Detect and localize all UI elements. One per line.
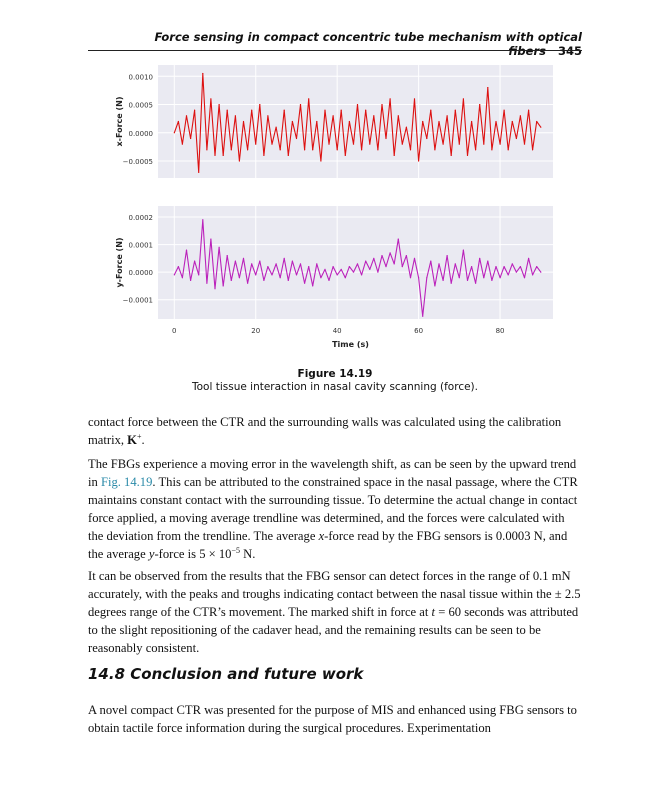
x-tick-label: 80: [495, 327, 505, 335]
data-point: [178, 266, 179, 267]
data-point: [540, 127, 541, 128]
data-point: [255, 144, 256, 145]
data-point: [443, 280, 444, 281]
data-point: [377, 149, 378, 150]
p2-a: The FBGs experience a moving error in the wavelength shift, as can be seen by the upward trend in: [88, 457, 577, 489]
data-point: [202, 73, 203, 74]
data-point: [206, 149, 207, 150]
data-point: [263, 280, 264, 281]
data-point: [182, 144, 183, 145]
data-point: [333, 115, 334, 116]
data-point: [337, 149, 338, 150]
data-point: [487, 261, 488, 262]
p2-d: -force is 5 × 10: [154, 547, 232, 561]
y-tick-label: 0.0005: [128, 101, 153, 110]
data-point: [247, 283, 248, 284]
data-point: [247, 149, 248, 150]
data-point: [202, 219, 203, 220]
data-point: [190, 280, 191, 281]
data-point: [508, 149, 509, 150]
data-point: [353, 272, 354, 273]
data-point: [259, 104, 260, 105]
paragraph-5: A novel compact CTR was presented for the purpose of MIS and enhanced using FBG sensors to obtain tactile force information during the surgical procedures. Experimentation: [88, 703, 577, 735]
data-point: [500, 144, 501, 145]
y-tick-label: 0.0000: [128, 129, 153, 138]
data-point: [304, 283, 305, 284]
x-tick-label: 40: [332, 327, 342, 335]
data-point: [337, 274, 338, 275]
x-tick-label: 0: [172, 327, 177, 335]
p1-end: .: [141, 433, 145, 447]
data-point: [284, 258, 285, 259]
data-point: [508, 274, 509, 275]
data-point: [438, 263, 439, 264]
data-point: [406, 255, 407, 256]
data-point: [447, 255, 448, 256]
data-point: [255, 274, 256, 275]
data-point: [402, 144, 403, 145]
data-point: [451, 155, 452, 156]
data-point: [540, 272, 541, 273]
data-point: [227, 255, 228, 256]
y-tick-label: 0.0000: [128, 269, 153, 278]
data-point: [512, 121, 513, 122]
data-point: [483, 277, 484, 278]
y-tick-label: 0.0002: [128, 214, 153, 223]
data-point: [459, 277, 460, 278]
data-point: [516, 272, 517, 273]
data-point: [479, 104, 480, 105]
data-point: [438, 121, 439, 122]
data-point: [516, 138, 517, 139]
data-point: [414, 258, 415, 259]
data-point: [410, 149, 411, 150]
data-point: [341, 110, 342, 111]
figure-label: Figure 14.19: [297, 368, 373, 380]
p1-text: contact force between the CTR and the surrounding walls was calculated using the calibration matrix,: [88, 415, 562, 447]
data-point: [524, 277, 525, 278]
data-point: [174, 274, 175, 275]
data-point: [312, 149, 313, 150]
data-point: [210, 239, 211, 240]
data-point: [190, 138, 191, 139]
data-point: [223, 155, 224, 156]
data-point: [455, 110, 456, 111]
data-point: [377, 272, 378, 273]
chart-panel-1: [115, 65, 553, 178]
data-point: [328, 144, 329, 145]
data-point: [369, 269, 370, 270]
x-tick-label: 20: [251, 327, 261, 335]
data-point: [365, 110, 366, 111]
data-point: [308, 266, 309, 267]
data-point: [463, 250, 464, 251]
p3-b: = 60 seconds was attributed to the slight repositioning of the cadaver head, and the remaining results can be seen to be reasonably consistent.: [88, 605, 579, 655]
data-point: [385, 138, 386, 139]
data-point: [394, 155, 395, 156]
data-point: [345, 277, 346, 278]
data-point: [447, 115, 448, 116]
y-tick-label: −0.0005: [122, 158, 153, 167]
data-point: [308, 98, 309, 99]
paragraph-2: [88, 455, 582, 563]
data-point: [520, 115, 521, 116]
data-point: [532, 149, 533, 150]
data-point: [471, 266, 472, 267]
data-point: [536, 121, 537, 122]
data-point: [267, 115, 268, 116]
y-tick-label: 0.0001: [128, 241, 153, 250]
data-point: [251, 263, 252, 264]
data-point: [284, 110, 285, 111]
data-point: [471, 121, 472, 122]
paragraph-3: [88, 567, 582, 657]
data-point: [235, 115, 236, 116]
data-point: [186, 250, 187, 251]
data-point: [495, 266, 496, 267]
data-point: [276, 127, 277, 128]
data-point: [463, 98, 464, 99]
data-point: [219, 104, 220, 105]
data-point: [422, 316, 423, 317]
figure-link[interactable]: Fig. 14.19: [100, 475, 153, 489]
data-point: [223, 285, 224, 286]
data-point: [434, 285, 435, 286]
data-point: [316, 121, 317, 122]
header-rule: [88, 50, 582, 51]
data-point: [239, 160, 240, 161]
data-point: [231, 280, 232, 281]
data-point: [500, 277, 501, 278]
data-point: [292, 121, 293, 122]
data-point: [381, 104, 382, 105]
p3-a: It can be observed from the results that the FBG sensor can detect forces in the range of 0.1 mN accurately, with the peaks and troughs indicating contact between the nasal tissue within the ± 2.5 degrees range of the CTR’s movement. The marked shift in force at: [88, 569, 581, 619]
data-point: [316, 263, 317, 264]
data-point: [288, 280, 289, 281]
data-point: [520, 266, 521, 267]
p2-c: -force read by the FBG sensors is 0.0003 N, and the average: [88, 529, 568, 561]
data-point: [292, 261, 293, 262]
data-point: [341, 269, 342, 270]
data-point: [280, 277, 281, 278]
data-point: [300, 104, 301, 105]
data-point: [418, 277, 419, 278]
x-axis-label: Time (s): [332, 340, 369, 349]
data-point: [357, 263, 358, 264]
p2-exp: −5: [231, 545, 240, 555]
data-point: [443, 144, 444, 145]
data-point: [475, 283, 476, 284]
data-point: [271, 274, 272, 275]
data-point: [219, 247, 220, 248]
data-point: [296, 274, 297, 275]
data-point: [467, 280, 468, 281]
section-number: 14.8: [88, 665, 126, 683]
data-point: [410, 277, 411, 278]
data-point: [390, 252, 391, 253]
data-point: [394, 263, 395, 264]
data-point: [398, 115, 399, 116]
data-point: [459, 144, 460, 145]
running-head: [88, 30, 582, 58]
data-point: [491, 280, 492, 281]
data-point: [296, 138, 297, 139]
data-point: [373, 258, 374, 259]
figure-caption: Tool tissue interaction in nasal cavity scanning (force).: [192, 381, 478, 393]
p2-x: x: [318, 529, 325, 543]
data-point: [263, 155, 264, 156]
p1-matrix: K: [127, 433, 137, 447]
data-point: [328, 280, 329, 281]
data-point: [430, 261, 431, 262]
data-point: [182, 277, 183, 278]
data-point: [194, 110, 195, 111]
data-point: [251, 110, 252, 111]
p2-b: . This can be attributed to the constrained space in the nasal passage, where the CTR maintains constant contact with the surrounding tissue. To determine the actual change in contact force applied, a moving average trendline was determined, and the forces were calculated with the deviation from the trendline. The average: [88, 475, 578, 543]
data-point: [524, 144, 525, 145]
page-number: 345: [557, 44, 582, 58]
data-point: [214, 288, 215, 289]
data-point: [271, 144, 272, 145]
data-point: [402, 266, 403, 267]
data-point: [504, 266, 505, 267]
data-point: [231, 149, 232, 150]
data-point: [312, 285, 313, 286]
data-point: [304, 149, 305, 150]
data-point: [451, 283, 452, 284]
data-point: [194, 261, 195, 262]
data-point: [373, 115, 374, 116]
data-point: [467, 155, 468, 156]
data-point: [174, 132, 175, 133]
data-point: [300, 263, 301, 264]
section-title: Conclusion and future work: [130, 665, 364, 683]
data-point: [361, 149, 362, 150]
p2-e: N.: [240, 547, 256, 561]
data-point: [333, 266, 334, 267]
data-point: [369, 144, 370, 145]
data-point: [349, 121, 350, 122]
data-point: [288, 155, 289, 156]
data-point: [239, 277, 240, 278]
data-point: [495, 121, 496, 122]
data-point: [243, 258, 244, 259]
data-point: [320, 160, 321, 161]
data-point: [406, 127, 407, 128]
data-point: [349, 266, 350, 267]
data-point: [483, 144, 484, 145]
data-point: [504, 110, 505, 111]
data-point: [365, 261, 366, 262]
data-point: [434, 149, 435, 150]
data-point: [422, 121, 423, 122]
data-point: [475, 149, 476, 150]
data-point: [227, 110, 228, 111]
data-point: [491, 149, 492, 150]
data-point: [479, 258, 480, 259]
y-axis-label: y-Force (N): [115, 237, 124, 288]
data-point: [455, 263, 456, 264]
data-point: [186, 115, 187, 116]
data-point: [528, 258, 529, 259]
y-tick-label: −0.0001: [122, 296, 153, 305]
data-point: [357, 104, 358, 105]
data-point: [430, 110, 431, 111]
section-heading: [88, 665, 582, 683]
data-point: [320, 277, 321, 278]
data-point: [235, 261, 236, 262]
data-point: [214, 155, 215, 156]
paragraph-1: [88, 413, 582, 449]
data-point: [198, 274, 199, 275]
y-axis-label: x-Force (N): [115, 96, 124, 147]
data-point: [418, 160, 419, 161]
p2-y: y: [148, 547, 155, 561]
p3-t: t: [431, 605, 436, 619]
data-point: [390, 98, 391, 99]
data-point: [512, 263, 513, 264]
data-point: [381, 255, 382, 256]
data-point: [414, 98, 415, 99]
data-point: [345, 155, 346, 156]
data-point: [528, 110, 529, 111]
data-point: [487, 87, 488, 88]
data-point: [324, 269, 325, 270]
data-point: [206, 283, 207, 284]
y-tick-label: 0.0010: [128, 73, 153, 82]
data-point: [198, 172, 199, 173]
data-point: [353, 144, 354, 145]
data-point: [385, 266, 386, 267]
chart-panel-2: [115, 206, 553, 349]
data-point: [276, 263, 277, 264]
running-head-title: Force sensing in compact concentric tube mechanism with optical fibers: [154, 30, 582, 58]
data-point: [280, 149, 281, 150]
data-point: [267, 266, 268, 267]
data-point: [536, 266, 537, 267]
data-point: [398, 239, 399, 240]
data-point: [324, 110, 325, 111]
data-point: [426, 138, 427, 139]
figure-14-19-chart: [108, 58, 558, 358]
x-tick-label: 60: [414, 327, 424, 335]
data-point: [243, 121, 244, 122]
data-point: [532, 274, 533, 275]
data-point: [361, 274, 362, 275]
data-point: [259, 261, 260, 262]
data-point: [178, 121, 179, 122]
data-point: [210, 98, 211, 99]
data-point: [426, 277, 427, 278]
p1-sup: +: [136, 431, 142, 441]
